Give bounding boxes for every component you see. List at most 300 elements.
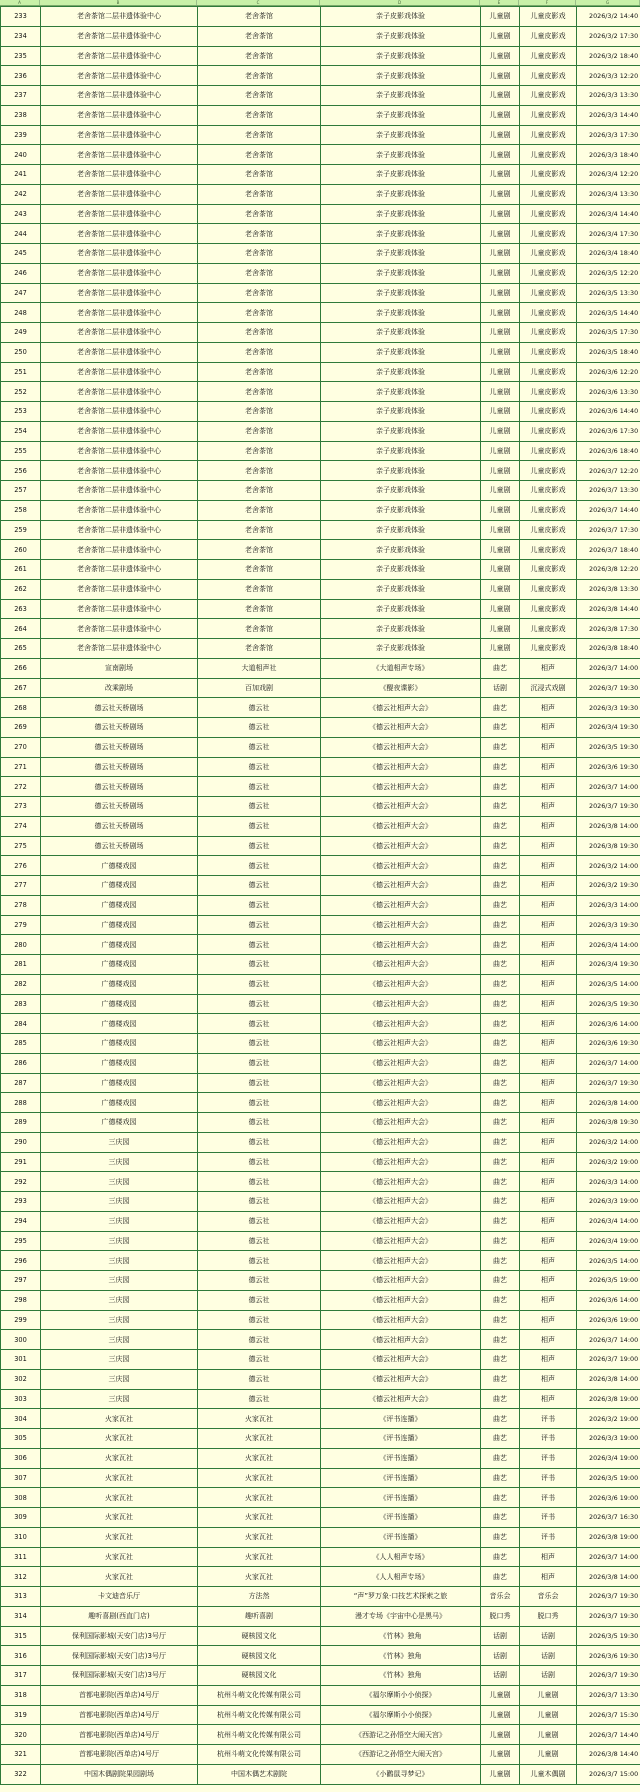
datetime-cell[interactable]: 2026/3/8 19:00 xyxy=(577,1389,640,1409)
datetime-cell[interactable]: 2026/3/3 19:30 xyxy=(577,915,640,935)
venue-cell[interactable]: 老舍茶馆二层非遗体验中心 xyxy=(41,481,198,501)
row-number-cell[interactable]: 319 xyxy=(1,1705,41,1725)
datetime-cell[interactable]: 2026/3/4 19:00 xyxy=(577,1448,640,1468)
datetime-cell[interactable]: 2026/3/8 14:00 xyxy=(577,1567,640,1587)
venue-cell[interactable]: 老舍茶馆二层非遗体验中心 xyxy=(41,184,198,204)
venue-cell[interactable]: 三庆园 xyxy=(41,1369,198,1389)
category-cell[interactable]: 儿童剧 xyxy=(481,579,520,599)
show-title-cell[interactable]: 《德云社相声大会》 xyxy=(321,1310,481,1330)
row-number-cell[interactable]: 276 xyxy=(1,856,41,876)
datetime-cell[interactable]: 2026/3/6 12:20 xyxy=(577,362,640,382)
venue-cell[interactable]: 火家瓦社 xyxy=(41,1488,198,1508)
category-cell[interactable]: 话剧 xyxy=(481,1626,520,1646)
genre-cell[interactable]: 相声 xyxy=(520,1350,577,1370)
venue-cell[interactable]: 广德楼戏园 xyxy=(41,856,198,876)
venue-cell[interactable]: 老舍茶馆二层非遗体验中心 xyxy=(41,560,198,580)
genre-cell[interactable]: 相声 xyxy=(520,1231,577,1251)
genre-cell[interactable]: 相声 xyxy=(520,1310,577,1330)
organizer-cell[interactable]: 老舍茶馆 xyxy=(198,263,321,283)
venue-cell[interactable]: 首都电影院(西单店)4号厅 xyxy=(41,1685,198,1705)
category-cell[interactable]: 儿童剧 xyxy=(481,382,520,402)
genre-cell[interactable]: 儿童皮影戏 xyxy=(520,283,577,303)
show-title-cell[interactable]: 《竹林》独角 xyxy=(321,1626,481,1646)
show-title-cell[interactable]: 《德云社相声大会》 xyxy=(321,915,481,935)
show-title-cell[interactable]: 《德云社相声大会》 xyxy=(321,1053,481,1073)
venue-cell[interactable]: 德云社天桥剧场 xyxy=(41,698,198,718)
organizer-cell[interactable]: 德云社 xyxy=(198,1330,321,1350)
row-number-cell[interactable]: 262 xyxy=(1,579,41,599)
organizer-cell[interactable]: 火家瓦社 xyxy=(198,1488,321,1508)
category-cell[interactable]: 曲艺 xyxy=(481,1508,520,1528)
organizer-cell[interactable]: 中国木偶艺术剧院 xyxy=(198,1764,321,1784)
category-cell[interactable]: 儿童剧 xyxy=(481,639,520,659)
organizer-cell[interactable]: 德云社 xyxy=(198,1369,321,1389)
organizer-cell[interactable]: 老舍茶馆 xyxy=(198,639,321,659)
organizer-cell[interactable]: 老舍茶馆 xyxy=(198,599,321,619)
genre-cell[interactable]: 评书 xyxy=(520,1527,577,1547)
datetime-cell[interactable]: 2026/3/5 19:30 xyxy=(577,1626,640,1646)
category-cell[interactable]: 曲艺 xyxy=(481,935,520,955)
datetime-cell[interactable]: 2026/3/3 18:40 xyxy=(577,145,640,165)
row-number-cell[interactable]: 297 xyxy=(1,1271,41,1291)
category-cell[interactable]: 儿童剧 xyxy=(481,402,520,422)
category-cell[interactable]: 曲艺 xyxy=(481,1527,520,1547)
category-cell[interactable]: 儿童剧 xyxy=(481,540,520,560)
category-cell[interactable]: 音乐会 xyxy=(481,1587,520,1607)
genre-cell[interactable]: 儿童皮影戏 xyxy=(520,263,577,283)
row-number-cell[interactable]: 249 xyxy=(1,323,41,343)
genre-cell[interactable]: 儿童皮影戏 xyxy=(520,421,577,441)
genre-cell[interactable]: 相声 xyxy=(520,1132,577,1152)
row-number-cell[interactable]: 312 xyxy=(1,1567,41,1587)
venue-cell[interactable]: 广德楼戏园 xyxy=(41,935,198,955)
genre-cell[interactable]: 相声 xyxy=(520,895,577,915)
category-cell[interactable]: 儿童剧 xyxy=(481,1725,520,1745)
row-number-cell[interactable]: 283 xyxy=(1,994,41,1014)
genre-cell[interactable]: 相声 xyxy=(520,876,577,896)
organizer-cell[interactable]: 德云社 xyxy=(198,1350,321,1370)
category-cell[interactable]: 曲艺 xyxy=(481,1310,520,1330)
organizer-cell[interactable]: 老舍茶馆 xyxy=(198,66,321,86)
datetime-cell[interactable]: 2026/3/7 13:30 xyxy=(577,481,640,501)
category-cell[interactable]: 儿童剧 xyxy=(481,500,520,520)
show-title-cell[interactable]: 《德云社相声大会》 xyxy=(321,955,481,975)
show-title-cell[interactable]: 亲子皮影戏体验 xyxy=(321,402,481,422)
row-number-cell[interactable]: 300 xyxy=(1,1330,41,1350)
datetime-cell[interactable]: 2026/3/5 14:00 xyxy=(577,1251,640,1271)
genre-cell[interactable]: 儿童皮影戏 xyxy=(520,86,577,106)
row-number-cell[interactable]: 261 xyxy=(1,560,41,580)
organizer-cell[interactable]: 老舍茶馆 xyxy=(198,26,321,46)
organizer-cell[interactable]: 老舍茶馆 xyxy=(198,125,321,145)
category-cell[interactable]: 儿童剧 xyxy=(481,560,520,580)
organizer-cell[interactable]: 老舍茶馆 xyxy=(198,283,321,303)
genre-cell[interactable]: 相声 xyxy=(520,955,577,975)
row-number-cell[interactable]: 315 xyxy=(1,1626,41,1646)
organizer-cell[interactable]: 火家瓦社 xyxy=(198,1448,321,1468)
category-cell[interactable]: 曲艺 xyxy=(481,1113,520,1133)
venue-cell[interactable]: 德云社天桥剧场 xyxy=(41,797,198,817)
organizer-cell[interactable]: 百加戏剧 xyxy=(198,678,321,698)
datetime-cell[interactable]: 2026/3/5 19:30 xyxy=(577,737,640,757)
venue-cell[interactable]: 德云社天桥剧场 xyxy=(41,757,198,777)
genre-cell[interactable]: 相声 xyxy=(520,1290,577,1310)
row-number-cell[interactable]: 289 xyxy=(1,1113,41,1133)
venue-cell[interactable]: 三庆园 xyxy=(41,1132,198,1152)
row-number-cell[interactable]: 305 xyxy=(1,1429,41,1449)
genre-cell[interactable]: 音乐会 xyxy=(520,1587,577,1607)
category-cell[interactable]: 曲艺 xyxy=(481,797,520,817)
organizer-cell[interactable]: 德云社 xyxy=(198,1034,321,1054)
datetime-cell[interactable]: 2026/3/4 13:30 xyxy=(577,184,640,204)
category-cell[interactable]: 曲艺 xyxy=(481,1271,520,1291)
datetime-cell[interactable]: 2026/3/5 18:40 xyxy=(577,342,640,362)
organizer-cell[interactable]: 老舍茶馆 xyxy=(198,540,321,560)
category-cell[interactable]: 曲艺 xyxy=(481,718,520,738)
show-title-cell[interactable]: 《德云社相声大会》 xyxy=(321,856,481,876)
venue-cell[interactable]: 火家瓦社 xyxy=(41,1468,198,1488)
row-number-cell[interactable]: 301 xyxy=(1,1350,41,1370)
datetime-cell[interactable]: 2026/3/8 14:40 xyxy=(577,1745,640,1765)
datetime-cell[interactable]: 2026/3/3 13:30 xyxy=(577,86,640,106)
category-cell[interactable]: 曲艺 xyxy=(481,1073,520,1093)
show-title-cell[interactable]: 漫才专场《宇宙中心是黑马》 xyxy=(321,1606,481,1626)
row-number-cell[interactable]: 322 xyxy=(1,1764,41,1784)
genre-cell[interactable]: 相声 xyxy=(520,1172,577,1192)
organizer-cell[interactable]: 德云社 xyxy=(198,1073,321,1093)
show-title-cell[interactable]: 《德云社相声大会》 xyxy=(321,876,481,896)
column-header-d[interactable]: D xyxy=(320,0,480,5)
organizer-cell[interactable]: 火家瓦社 xyxy=(198,1567,321,1587)
genre-cell[interactable]: 相声 xyxy=(520,1152,577,1172)
organizer-cell[interactable]: 老舍茶馆 xyxy=(198,165,321,185)
show-title-cell[interactable]: 亲子皮影戏体验 xyxy=(321,283,481,303)
venue-cell[interactable]: 三庆园 xyxy=(41,1211,198,1231)
genre-cell[interactable]: 相声 xyxy=(520,1389,577,1409)
organizer-cell[interactable]: 老舍茶馆 xyxy=(198,323,321,343)
organizer-cell[interactable]: 德云社 xyxy=(198,1389,321,1409)
row-number-cell[interactable]: 269 xyxy=(1,718,41,738)
show-title-cell[interactable]: 《小鹳鼠寻梦记》 xyxy=(321,1764,481,1784)
column-header-a[interactable]: A xyxy=(0,0,40,5)
datetime-cell[interactable]: 2026/3/4 12:20 xyxy=(577,165,640,185)
organizer-cell[interactable]: 德云社 xyxy=(198,856,321,876)
show-title-cell[interactable]: 《德云社相声大会》 xyxy=(321,1014,481,1034)
organizer-cell[interactable]: 老舍茶馆 xyxy=(198,224,321,244)
organizer-cell[interactable]: 德云社 xyxy=(198,1211,321,1231)
datetime-cell[interactable]: 2026/3/8 14:40 xyxy=(577,599,640,619)
genre-cell[interactable]: 相声 xyxy=(520,915,577,935)
category-cell[interactable]: 儿童剧 xyxy=(481,303,520,323)
show-title-cell[interactable]: 《德云社相声大会》 xyxy=(321,836,481,856)
venue-cell[interactable]: 火家瓦社 xyxy=(41,1448,198,1468)
row-number-cell[interactable]: 299 xyxy=(1,1310,41,1330)
organizer-cell[interactable]: 火家瓦社 xyxy=(198,1508,321,1528)
category-cell[interactable]: 曲艺 xyxy=(481,1093,520,1113)
category-cell[interactable]: 曲艺 xyxy=(481,777,520,797)
genre-cell[interactable]: 相声 xyxy=(520,836,577,856)
organizer-cell[interactable]: 德云社 xyxy=(198,994,321,1014)
venue-cell[interactable]: 老舍茶馆二层非遗体验中心 xyxy=(41,500,198,520)
category-cell[interactable]: 曲艺 xyxy=(481,1429,520,1449)
category-cell[interactable]: 话剧 xyxy=(481,678,520,698)
genre-cell[interactable]: 儿童皮影戏 xyxy=(520,125,577,145)
show-title-cell[interactable]: 《德云社相声大会》 xyxy=(321,1211,481,1231)
venue-cell[interactable]: 保利国际影城(天安门店)3号厅 xyxy=(41,1626,198,1646)
row-number-cell[interactable]: 288 xyxy=(1,1093,41,1113)
organizer-cell[interactable]: 老舍茶馆 xyxy=(198,619,321,639)
genre-cell[interactable]: 相声 xyxy=(520,1271,577,1291)
row-number-cell[interactable]: 250 xyxy=(1,342,41,362)
organizer-cell[interactable]: 火家瓦社 xyxy=(198,1409,321,1429)
genre-cell[interactable]: 儿童皮影戏 xyxy=(520,26,577,46)
category-cell[interactable]: 儿童剧 xyxy=(481,224,520,244)
show-title-cell[interactable]: 亲子皮影戏体验 xyxy=(321,46,481,66)
genre-cell[interactable]: 儿童剧 xyxy=(520,1685,577,1705)
show-title-cell[interactable]: 亲子皮影戏体验 xyxy=(321,125,481,145)
datetime-cell[interactable]: 2026/3/6 13:30 xyxy=(577,382,640,402)
category-cell[interactable]: 儿童剧 xyxy=(481,86,520,106)
show-title-cell[interactable]: 亲子皮影戏体验 xyxy=(321,184,481,204)
venue-cell[interactable]: 老舍茶馆二层非遗体验中心 xyxy=(41,402,198,422)
category-cell[interactable]: 儿童剧 xyxy=(481,441,520,461)
genre-cell[interactable]: 儿童皮影戏 xyxy=(520,323,577,343)
category-cell[interactable]: 曲艺 xyxy=(481,1251,520,1271)
genre-cell[interactable]: 相声 xyxy=(520,974,577,994)
organizer-cell[interactable]: 火家瓦社 xyxy=(198,1547,321,1567)
venue-cell[interactable]: 火家瓦社 xyxy=(41,1547,198,1567)
organizer-cell[interactable]: 德云社 xyxy=(198,816,321,836)
genre-cell[interactable]: 相声 xyxy=(520,1547,577,1567)
show-title-cell[interactable]: 亲子皮影戏体验 xyxy=(321,342,481,362)
venue-cell[interactable]: 老舍茶馆二层非遗体验中心 xyxy=(41,323,198,343)
organizer-cell[interactable]: 硬核园文化 xyxy=(198,1626,321,1646)
venue-cell[interactable]: 德云社天桥剧场 xyxy=(41,777,198,797)
venue-cell[interactable]: 老舍茶馆二层非遗体验中心 xyxy=(41,520,198,540)
organizer-cell[interactable]: 老舍茶馆 xyxy=(198,86,321,106)
venue-cell[interactable]: 老舍茶馆二层非遗体验中心 xyxy=(41,66,198,86)
genre-cell[interactable]: 儿童皮影戏 xyxy=(520,303,577,323)
row-number-cell[interactable]: 279 xyxy=(1,915,41,935)
genre-cell[interactable]: 儿童皮影戏 xyxy=(520,540,577,560)
category-cell[interactable]: 曲艺 xyxy=(481,876,520,896)
show-title-cell[interactable]: 《德云社相声大会》 xyxy=(321,1093,481,1113)
show-title-cell[interactable]: 亲子皮影戏体验 xyxy=(321,619,481,639)
column-header-b[interactable]: B xyxy=(40,0,197,5)
organizer-cell[interactable]: 德云社 xyxy=(198,737,321,757)
category-cell[interactable]: 儿童剧 xyxy=(481,599,520,619)
show-title-cell[interactable]: 《德云社相声大会》 xyxy=(321,1271,481,1291)
venue-cell[interactable]: 老舍茶馆二层非遗体验中心 xyxy=(41,362,198,382)
category-cell[interactable]: 儿童剧 xyxy=(481,619,520,639)
datetime-cell[interactable]: 2026/3/8 19:30 xyxy=(577,836,640,856)
venue-cell[interactable]: 三庆园 xyxy=(41,1330,198,1350)
category-cell[interactable]: 曲艺 xyxy=(481,895,520,915)
show-title-cell[interactable]: 亲子皮影戏体验 xyxy=(321,382,481,402)
venue-cell[interactable]: 老舍茶馆二层非遗体验中心 xyxy=(41,7,198,27)
datetime-cell[interactable]: 2026/3/7 19:30 xyxy=(577,1666,640,1686)
venue-cell[interactable]: 老舍茶馆二层非遗体验中心 xyxy=(41,421,198,441)
organizer-cell[interactable]: 德云社 xyxy=(198,757,321,777)
genre-cell[interactable]: 儿童皮影戏 xyxy=(520,500,577,520)
genre-cell[interactable]: 相声 xyxy=(520,1192,577,1212)
genre-cell[interactable]: 评书 xyxy=(520,1488,577,1508)
datetime-cell[interactable]: 2026/3/8 14:00 xyxy=(577,816,640,836)
organizer-cell[interactable]: 德云社 xyxy=(198,1231,321,1251)
show-title-cell[interactable]: 《德云社相声大会》 xyxy=(321,994,481,1014)
show-title-cell[interactable]: 《德云社相声大会》 xyxy=(321,974,481,994)
category-cell[interactable]: 曲艺 xyxy=(481,974,520,994)
organizer-cell[interactable]: 德云社 xyxy=(198,876,321,896)
show-title-cell[interactable]: 亲子皮影戏体验 xyxy=(321,204,481,224)
category-cell[interactable]: 儿童剧 xyxy=(481,66,520,86)
show-title-cell[interactable]: 《德云社相声大会》 xyxy=(321,1192,481,1212)
organizer-cell[interactable]: 老舍茶馆 xyxy=(198,7,321,27)
datetime-cell[interactable]: 2026/3/7 19:30 xyxy=(577,1587,640,1607)
category-cell[interactable]: 儿童剧 xyxy=(481,204,520,224)
venue-cell[interactable]: 老舍茶馆二层非遗体验中心 xyxy=(41,86,198,106)
category-cell[interactable]: 曲艺 xyxy=(481,955,520,975)
row-number-cell[interactable]: 314 xyxy=(1,1606,41,1626)
category-cell[interactable]: 曲艺 xyxy=(481,1290,520,1310)
row-number-cell[interactable]: 264 xyxy=(1,619,41,639)
datetime-cell[interactable]: 2026/3/5 14:40 xyxy=(577,303,640,323)
datetime-cell[interactable]: 2026/3/2 14:00 xyxy=(577,856,640,876)
datetime-cell[interactable]: 2026/3/7 14:00 xyxy=(577,1053,640,1073)
genre-cell[interactable]: 评书 xyxy=(520,1409,577,1429)
venue-cell[interactable]: 老舍茶馆二层非遗体验中心 xyxy=(41,224,198,244)
row-number-cell[interactable]: 287 xyxy=(1,1073,41,1093)
category-cell[interactable]: 话剧 xyxy=(481,1646,520,1666)
genre-cell[interactable]: 相声 xyxy=(520,1113,577,1133)
organizer-cell[interactable]: 火家瓦社 xyxy=(198,1468,321,1488)
show-title-cell[interactable]: 《德云社相声大会》 xyxy=(321,1172,481,1192)
organizer-cell[interactable]: 火家瓦社 xyxy=(198,1527,321,1547)
organizer-cell[interactable]: 德云社 xyxy=(198,836,321,856)
venue-cell[interactable]: 老舍茶馆二层非遗体验中心 xyxy=(41,342,198,362)
datetime-cell[interactable]: 2026/3/7 19:30 xyxy=(577,1073,640,1093)
datetime-cell[interactable]: 2026/3/3 19:00 xyxy=(577,1192,640,1212)
row-number-cell[interactable]: 316 xyxy=(1,1646,41,1666)
datetime-cell[interactable]: 2026/3/6 19:30 xyxy=(577,1034,640,1054)
show-title-cell[interactable]: 《福尔摩斯小小侦探》 xyxy=(321,1705,481,1725)
datetime-cell[interactable]: 2026/3/7 18:40 xyxy=(577,540,640,560)
venue-cell[interactable]: 广德楼戏园 xyxy=(41,915,198,935)
datetime-cell[interactable]: 2026/3/7 14:00 xyxy=(577,658,640,678)
row-number-cell[interactable]: 272 xyxy=(1,777,41,797)
row-number-cell[interactable]: 321 xyxy=(1,1745,41,1765)
datetime-cell[interactable]: 2026/3/3 12:20 xyxy=(577,66,640,86)
venue-cell[interactable]: 老舍茶馆二层非遗体验中心 xyxy=(41,244,198,264)
venue-cell[interactable]: 老舍茶馆二层非遗体验中心 xyxy=(41,579,198,599)
show-title-cell[interactable]: 《德云社相声大会》 xyxy=(321,698,481,718)
show-title-cell[interactable]: 《德云社相声大会》 xyxy=(321,1152,481,1172)
show-title-cell[interactable]: 《醍夜谍影》 xyxy=(321,678,481,698)
category-cell[interactable]: 儿童剧 xyxy=(481,1745,520,1765)
genre-cell[interactable]: 相声 xyxy=(520,1014,577,1034)
category-cell[interactable]: 儿童剧 xyxy=(481,481,520,501)
show-title-cell[interactable]: 《竹林》独角 xyxy=(321,1646,481,1666)
organizer-cell[interactable]: 德云社 xyxy=(198,1172,321,1192)
row-number-cell[interactable]: 257 xyxy=(1,481,41,501)
row-number-cell[interactable]: 310 xyxy=(1,1527,41,1547)
venue-cell[interactable]: 老舍茶馆二层非遗体验中心 xyxy=(41,599,198,619)
show-title-cell[interactable]: 《评书连播》 xyxy=(321,1448,481,1468)
category-cell[interactable]: 曲艺 xyxy=(481,1231,520,1251)
row-number-cell[interactable]: 263 xyxy=(1,599,41,619)
show-title-cell[interactable]: 亲子皮影戏体验 xyxy=(321,540,481,560)
category-cell[interactable]: 曲艺 xyxy=(481,1152,520,1172)
organizer-cell[interactable]: 德云社 xyxy=(198,1113,321,1133)
show-title-cell[interactable]: 亲子皮影戏体验 xyxy=(321,421,481,441)
genre-cell[interactable]: 话剧 xyxy=(520,1626,577,1646)
show-title-cell[interactable]: 《西游记之孙悟空大闹天宫》 xyxy=(321,1745,481,1765)
category-cell[interactable]: 曲艺 xyxy=(481,658,520,678)
organizer-cell[interactable]: 老舍茶馆 xyxy=(198,402,321,422)
row-number-cell[interactable]: 274 xyxy=(1,816,41,836)
row-number-cell[interactable]: 242 xyxy=(1,184,41,204)
show-title-cell[interactable]: 《人人相声专场》 xyxy=(321,1547,481,1567)
row-number-cell[interactable]: 239 xyxy=(1,125,41,145)
organizer-cell[interactable]: 德云社 xyxy=(198,974,321,994)
genre-cell[interactable]: 相声 xyxy=(520,1073,577,1093)
venue-cell[interactable]: 改乘剧场 xyxy=(41,678,198,698)
datetime-cell[interactable]: 2026/3/7 12:20 xyxy=(577,461,640,481)
show-title-cell[interactable]: 《德云社相声大会》 xyxy=(321,1231,481,1251)
row-number-cell[interactable]: 304 xyxy=(1,1409,41,1429)
datetime-cell[interactable]: 2026/3/6 14:00 xyxy=(577,1014,640,1034)
venue-cell[interactable]: 老舍茶馆二层非遗体验中心 xyxy=(41,26,198,46)
genre-cell[interactable]: 儿童皮影戏 xyxy=(520,105,577,125)
category-cell[interactable]: 曲艺 xyxy=(481,1488,520,1508)
venue-cell[interactable]: 火家瓦社 xyxy=(41,1429,198,1449)
show-title-cell[interactable]: 《人人相声专场》 xyxy=(321,1567,481,1587)
row-number-cell[interactable]: 233 xyxy=(1,7,41,27)
datetime-cell[interactable]: 2026/3/8 12:20 xyxy=(577,560,640,580)
row-number-cell[interactable]: 247 xyxy=(1,283,41,303)
venue-cell[interactable]: 广德楼戏园 xyxy=(41,1113,198,1133)
venue-cell[interactable]: 老舍茶馆二层非遗体验中心 xyxy=(41,639,198,659)
category-cell[interactable]: 儿童剧 xyxy=(481,342,520,362)
organizer-cell[interactable]: 德云社 xyxy=(198,1152,321,1172)
row-number-cell[interactable]: 281 xyxy=(1,955,41,975)
row-number-cell[interactable]: 278 xyxy=(1,895,41,915)
row-number-cell[interactable]: 254 xyxy=(1,421,41,441)
venue-cell[interactable]: 老舍茶馆二层非遗体验中心 xyxy=(41,263,198,283)
venue-cell[interactable]: 广德楼戏园 xyxy=(41,895,198,915)
row-number-cell[interactable]: 317 xyxy=(1,1666,41,1686)
organizer-cell[interactable]: 老舍茶馆 xyxy=(198,500,321,520)
datetime-cell[interactable]: 2026/3/7 14:40 xyxy=(577,1725,640,1745)
venue-cell[interactable]: 老舍茶馆二层非遗体验中心 xyxy=(41,283,198,303)
row-number-cell[interactable]: 244 xyxy=(1,224,41,244)
genre-cell[interactable]: 相声 xyxy=(520,1211,577,1231)
genre-cell[interactable]: 评书 xyxy=(520,1468,577,1488)
row-number-cell[interactable]: 248 xyxy=(1,303,41,323)
show-title-cell[interactable]: 亲子皮影戏体验 xyxy=(321,303,481,323)
row-number-cell[interactable]: 296 xyxy=(1,1251,41,1271)
datetime-cell[interactable]: 2026/3/3 14:00 xyxy=(577,1172,640,1192)
category-cell[interactable]: 曲艺 xyxy=(481,1014,520,1034)
show-title-cell[interactable]: 亲子皮影戏体验 xyxy=(321,263,481,283)
datetime-cell[interactable]: 2026/3/7 15:00 xyxy=(577,1764,640,1784)
venue-cell[interactable]: 三庆园 xyxy=(41,1172,198,1192)
row-number-cell[interactable]: 280 xyxy=(1,935,41,955)
category-cell[interactable]: 儿童剧 xyxy=(481,165,520,185)
genre-cell[interactable]: 儿童皮影戏 xyxy=(520,7,577,27)
show-title-cell[interactable]: 亲子皮影戏体验 xyxy=(321,86,481,106)
genre-cell[interactable]: 儿童皮影戏 xyxy=(520,481,577,501)
